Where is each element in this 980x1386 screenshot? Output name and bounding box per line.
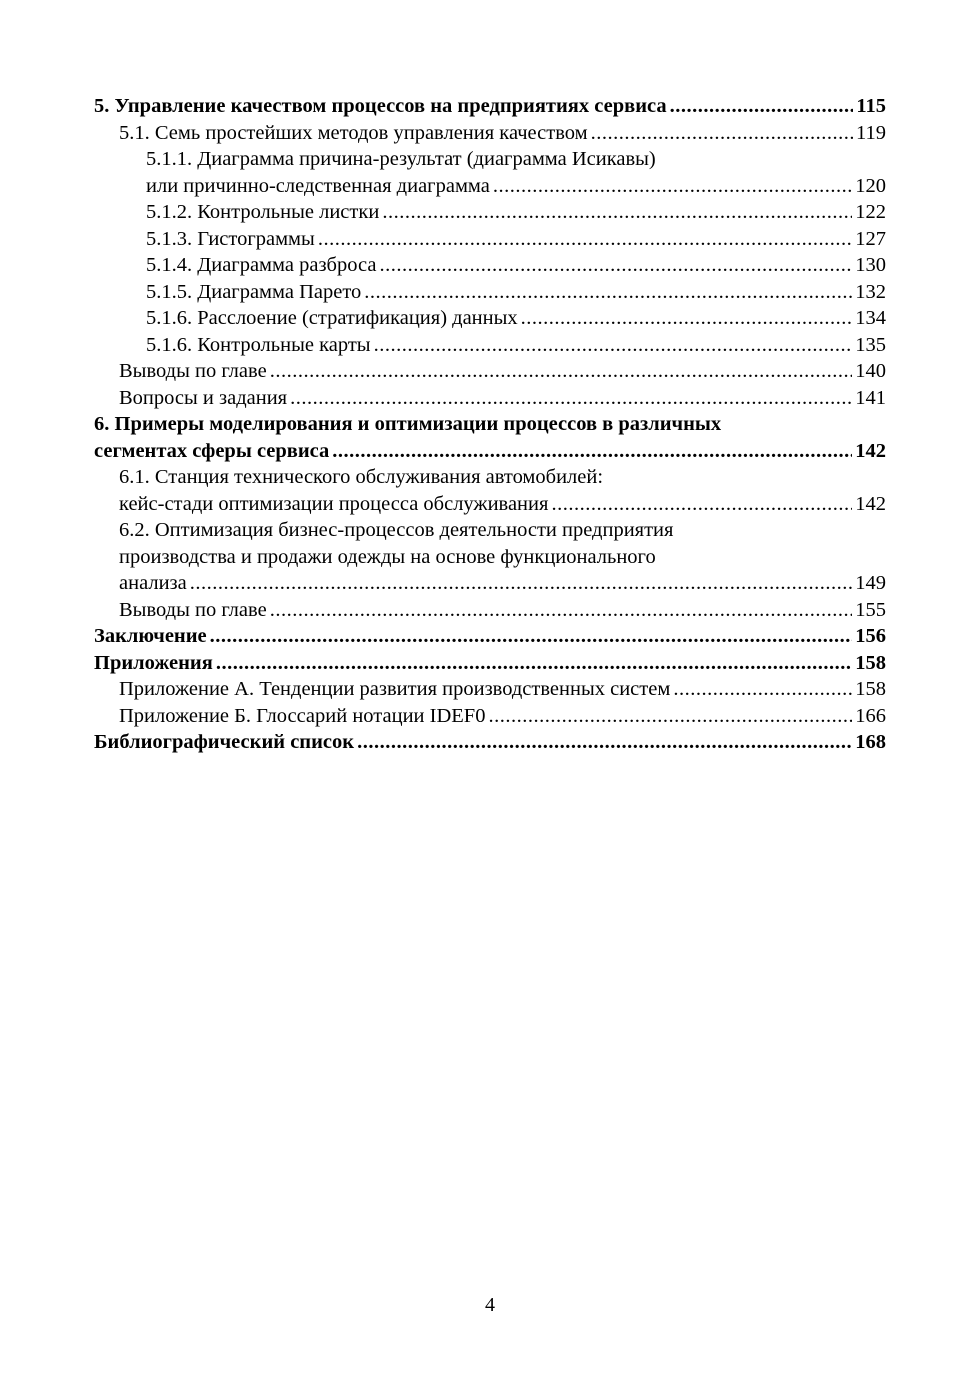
dot-leader xyxy=(379,252,852,279)
toc-entry-chapter-5[interactable] xyxy=(94,93,886,120)
toc-entry-6-1-line1[interactable] xyxy=(94,464,886,491)
toc-entry-5-1-2[interactable] xyxy=(94,199,886,226)
toc-entry-title: Библиографический список xyxy=(94,731,355,753)
toc-entry-5-1-6-stratification[interactable] xyxy=(94,305,886,332)
toc-entry-title: Приложение Б. Глоссарий нотации IDEF0 xyxy=(119,704,486,727)
toc-entry-appendix-b[interactable] xyxy=(94,703,886,730)
toc-entry-title: кейс-стади оптимизации процесса обслуживания xyxy=(119,492,549,515)
toc-entry-5-1-1-line1[interactable] xyxy=(94,146,886,173)
toc-entry-page: 156 xyxy=(855,625,886,647)
toc-entry-title: 5.1.1. Диаграмма причина-результат (диаграмма Исикавы) xyxy=(146,148,656,170)
toc-entry-title: 5. Управление качеством процессов на предприятиях сервиса xyxy=(94,95,667,117)
toc-entry-title: Выводы по главе xyxy=(119,598,267,621)
toc-entry-title: Выводы по главе xyxy=(119,360,267,382)
toc-entry-page: 141 xyxy=(855,386,886,409)
dot-leader xyxy=(521,305,853,332)
toc-entry-title: 6. Примеры моделирования и оптимизации процессов в различных xyxy=(94,413,722,435)
toc-entry-title: 5.1. Семь простейших методов управления качеством xyxy=(119,121,588,144)
dot-leader xyxy=(488,703,852,730)
toc-entry-page: 135 xyxy=(855,333,886,356)
toc-entry-title: анализа xyxy=(119,572,187,594)
toc-entry-5-1-1-line2[interactable] xyxy=(94,173,886,200)
toc-entry-title: или причинно-следственная диаграмма xyxy=(146,174,490,197)
toc-entry-page: 142 xyxy=(855,492,886,515)
dot-leader xyxy=(374,332,853,359)
toc-entry-title: 5.1.2. Контрольные листки xyxy=(146,201,380,223)
dot-leader xyxy=(290,385,852,412)
toc-entry-page: 120 xyxy=(855,174,886,197)
toc-entry-page: 140 xyxy=(855,360,886,382)
toc-entry-page: 134 xyxy=(855,307,886,329)
toc-entry-title: 5.1.6. Расслоение (стратификация) данных xyxy=(146,307,518,329)
toc-entry-page: 127 xyxy=(855,227,886,250)
toc-entry-appendix-a[interactable] xyxy=(94,676,886,703)
toc-entry-appendices[interactable] xyxy=(94,650,886,677)
dot-leader xyxy=(332,438,852,465)
toc-entry-bibliography[interactable] xyxy=(94,729,886,756)
toc-entry-page: 166 xyxy=(855,704,886,727)
toc-entry-title: 5.1.5. Диаграмма Парето xyxy=(146,280,362,303)
dot-leader xyxy=(364,279,852,306)
toc-entry-title: Вопросы и задания xyxy=(119,386,288,409)
toc-entry-6-2-line2[interactable] xyxy=(94,544,886,571)
toc-entry-title: 6.2. Оптимизация бизнес-процессов деятельности предприятия xyxy=(119,519,674,541)
dot-leader xyxy=(493,173,852,200)
toc-entry-page: 158 xyxy=(855,651,886,674)
toc-entry-title: Заключение xyxy=(94,625,207,647)
toc-entry-title: 5.1.4. Диаграмма разброса xyxy=(146,254,377,276)
toc-entry-5-1-5[interactable] xyxy=(94,279,886,306)
dot-leader xyxy=(318,226,852,253)
dot-leader xyxy=(270,358,853,385)
toc-entry-5-1-3[interactable] xyxy=(94,226,886,253)
toc-entry-chapter-5-questions[interactable] xyxy=(94,385,886,412)
toc-entry-page: 122 xyxy=(855,201,886,223)
toc-entry-page: 132 xyxy=(855,280,886,303)
toc-entry-page: 168 xyxy=(855,731,886,753)
toc-entry-page: 158 xyxy=(855,678,886,700)
toc-entry-page: 149 xyxy=(855,572,886,594)
toc-entry-title: 5.1.6. Контрольные карты xyxy=(146,333,371,356)
toc-entry-chapter-6-line1[interactable] xyxy=(94,411,886,438)
dot-leader xyxy=(270,597,853,624)
toc-entry-chapter-5-conclusions[interactable] xyxy=(94,358,886,385)
dot-leader xyxy=(216,650,852,677)
toc-entry-page: 119 xyxy=(856,121,886,144)
page-number: 4 xyxy=(485,1294,495,1316)
toc-entry-6-2-line3[interactable] xyxy=(94,570,886,597)
dot-leader xyxy=(670,93,854,120)
toc-entry-5-1-4[interactable] xyxy=(94,252,886,279)
dot-leader xyxy=(591,120,853,147)
toc-entry-title: 5.1.3. Гистограммы xyxy=(146,227,315,250)
toc-entry-page: 155 xyxy=(855,598,886,621)
dot-leader xyxy=(382,199,852,226)
toc-entry-chapter-6-conclusions[interactable] xyxy=(94,597,886,624)
toc-entry-conclusion[interactable] xyxy=(94,623,886,650)
dot-leader xyxy=(210,623,853,650)
toc-entry-title: Приложения xyxy=(94,651,213,674)
toc-entry-title: сегментах сферы сервиса xyxy=(94,439,330,462)
dot-leader xyxy=(190,570,853,597)
dot-leader xyxy=(551,491,852,518)
toc-entry-5-1[interactable] xyxy=(94,120,886,147)
toc-entry-title: Приложение А. Тенденции развития производственных систем xyxy=(119,678,671,700)
toc-entry-6-2-line1[interactable] xyxy=(94,517,886,544)
toc-entry-6-1-line2[interactable] xyxy=(94,491,886,518)
toc-entry-title: 6.1. Станция технического обслуживания автомобилей: xyxy=(119,466,604,488)
dot-leader xyxy=(673,676,852,703)
toc-entry-page: 115 xyxy=(856,95,886,117)
toc-entry-page: 142 xyxy=(855,439,886,462)
dot-leader xyxy=(357,729,852,756)
table-of-contents xyxy=(94,93,886,756)
toc-entry-5-1-6-control-charts[interactable] xyxy=(94,332,886,359)
toc-entry-page: 130 xyxy=(855,254,886,276)
toc-entry-title: производства и продажи одежды на основе функционального xyxy=(119,545,656,568)
toc-entry-chapter-6-line2[interactable] xyxy=(94,438,886,465)
